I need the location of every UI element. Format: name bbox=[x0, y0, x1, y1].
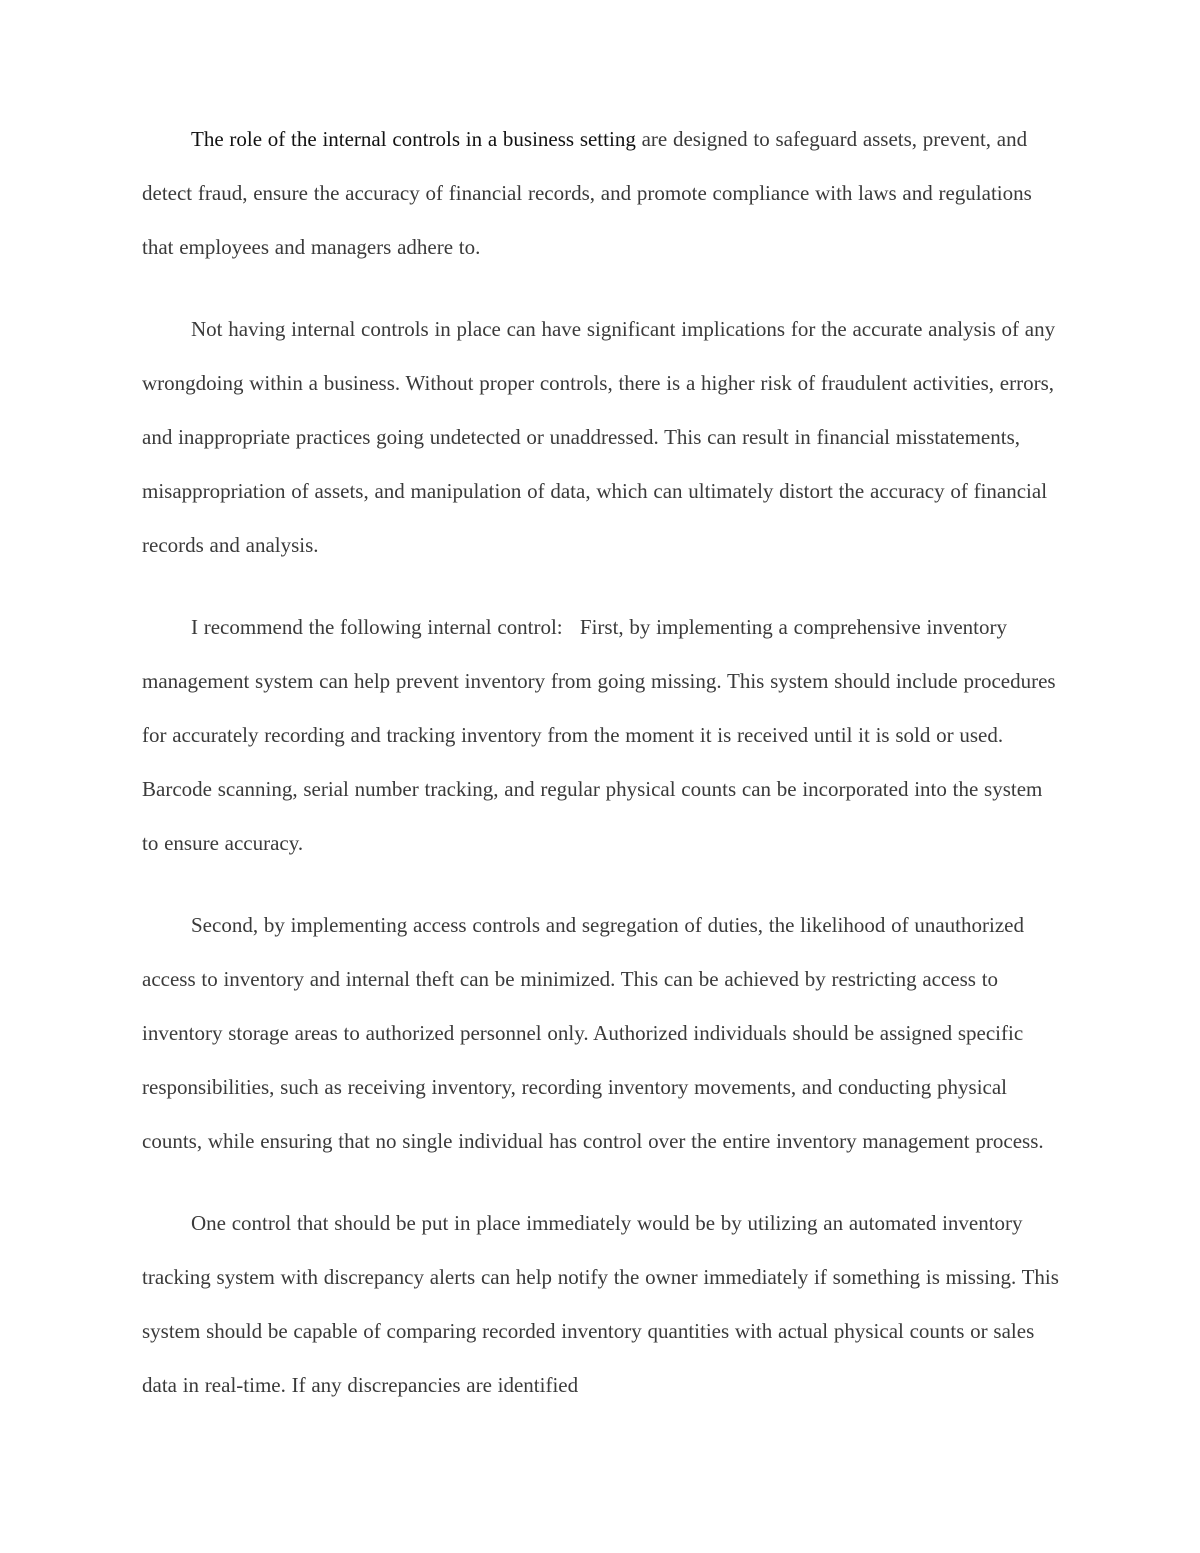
document-body bbox=[142, 112, 1064, 1439]
paragraph-3: I recommend the following internal control: First, by implementing a comprehensive inventory management system can help prevent inventory from going missing. This system should include procedures for accurately recording and tracking inventory from the moment it is received until it is sold or used. Barcode scanning, serial number tracking, and regular physical counts can be incorporated into the system to ensure accuracy. bbox=[142, 614, 1062, 856]
paragraph-1-text: are designed to safeguard assets, prevent, and detect fraud, ensure the accuracy of financial records, and promote compliance with laws and regulations that employees and managers adhere to. bbox=[142, 127, 1032, 260]
paragraph-5: One control that should be put in place immediately would be by utilizing an automated inventory tracking system with discrepancy alerts can help notify the owner immediately if something is missing. This system should be capable of comparing recorded inventory quantities with actual physical counts or sales data in real-time. If any discrepancies are identified bbox=[142, 1210, 1059, 1398]
paragraph-4: Second, by implementing access controls and segregation of duties, the likelihood of unauthorized access to inventory and internal theft can be minimized. This can be achieved by restricting access to inventory storage areas to authorized personnel only. Authorized individuals should be assigned specific responsibilities, such as receiving inventory, recording inventory movements, and conducting physical counts, while ensuring that no single individual has control over the entire inventory management process. bbox=[142, 912, 1044, 1154]
paragraph-1-lead: The role of the internal controls in a business setting bbox=[191, 127, 636, 151]
paragraph-2: Not having internal controls in place can have significant implications for the accurate analysis of any wrongdoing within a business. Without proper controls, there is a higher risk of fraudulent activities, errors, and inappropriate practices going undetected or unaddressed. This can result in financial misstatements, misappropriation of assets, and manipulation of data, which can ultimately distort the accuracy of financial records and analysis. bbox=[142, 316, 1056, 558]
paragraph-1 bbox=[142, 112, 1064, 275]
